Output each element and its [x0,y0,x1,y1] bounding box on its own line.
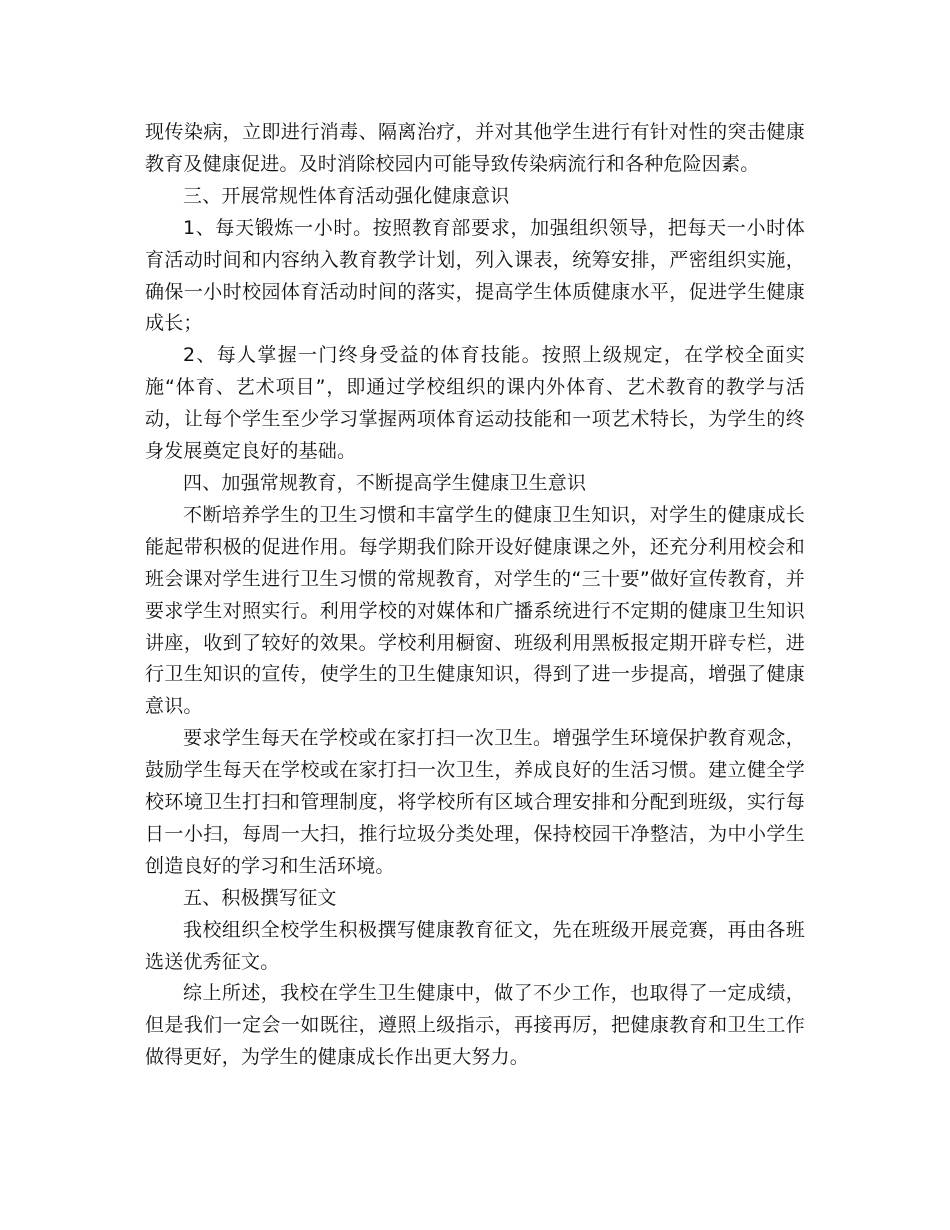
section-heading-5: 五、积极撰写征文 [183,886,337,909]
section-heading-4: 四、加强常规教育，不断提高学生健康卫生意识 [183,471,587,494]
paragraph-daily-exercise: 1、每天锻炼一小时。按照教育部要求，加强组织领导，把每天一小时体育活动时间和内容纳入教育教学计划，列入课表，统筹安排，严密组织实施，确保一小时校园体育活动时间的落实，提高学生体质健康水平，促进学生健康成长； [145,216,805,335]
paragraph-cleaning: 要求学生每天在学校或在家打扫一次卫生。增强学生环境保护教育观念，鼓励学生每天在学校或在家打扫一次卫生，养成良好的生活习惯。建立健全学校环境卫生打扫和管理制度，将学校所有区域合理安排和分配到班级，实行每日一小扫，每周一大扫，推行垃圾分类处理，保持校园干净整洁，为中小学生创造良好的学习和生活环境。 [145,727,805,877]
section-heading-3: 三、开展常规性体育活动强化健康意识 [183,184,510,207]
paragraph-conclusion: 综上所述，我校在学生卫生健康中，做了不少工作，也取得了一定成绩，但是我们一定会一如既往，遵照上级指示，再接再厉，把健康教育和卫生工作做得更好，为学生的健康成长作出更大努力。 [145,982,805,1069]
paragraph-hygiene-education: 不断培养学生的卫生习惯和丰富学生的健康卫生知识，对学生的健康成长能起带积极的促进作用。每学期我们除开设好健康课之外，还充分利用校会和班会课对学生进行卫生习惯的常规教育，对学生的“三十要”做好宣传教育，并要求学生对照实行。利用学校的对媒体和广播系统进行不定期的健康卫生知识讲座，收到了较好的效果。学校利用橱窗、班级利用黑板报定期开辟专栏，进行卫生知识的宣传，使学生的卫生健康知识，得到了进一步提高，增强了健康意识。 [145,503,805,718]
document-body [145,117,805,1074]
paragraph-essay: 我校组织全校学生积极撰写健康教育征文，先在班级开展竞赛，再由各班选送优秀征文。 [145,918,805,973]
paragraph-sports-skill: 2、每人掌握一门终身受益的体育技能。按照上级规定，在学校全面实施“体育、艺术项目”，即通过学校组织的课内外体育、艺术教育的教学与活动，让每个学生至少学习掌握两项体育运动技能和一项艺术特长，为学生的终身发展奠定良好的基础。 [145,344,805,463]
continued-paragraph: 现传染病，立即进行消毒、隔离治疗，并对其他学生进行有针对性的突击健康教育及健康促进。及时消除校园内可能导致传染病流行和各种危险因素。 [145,121,805,175]
